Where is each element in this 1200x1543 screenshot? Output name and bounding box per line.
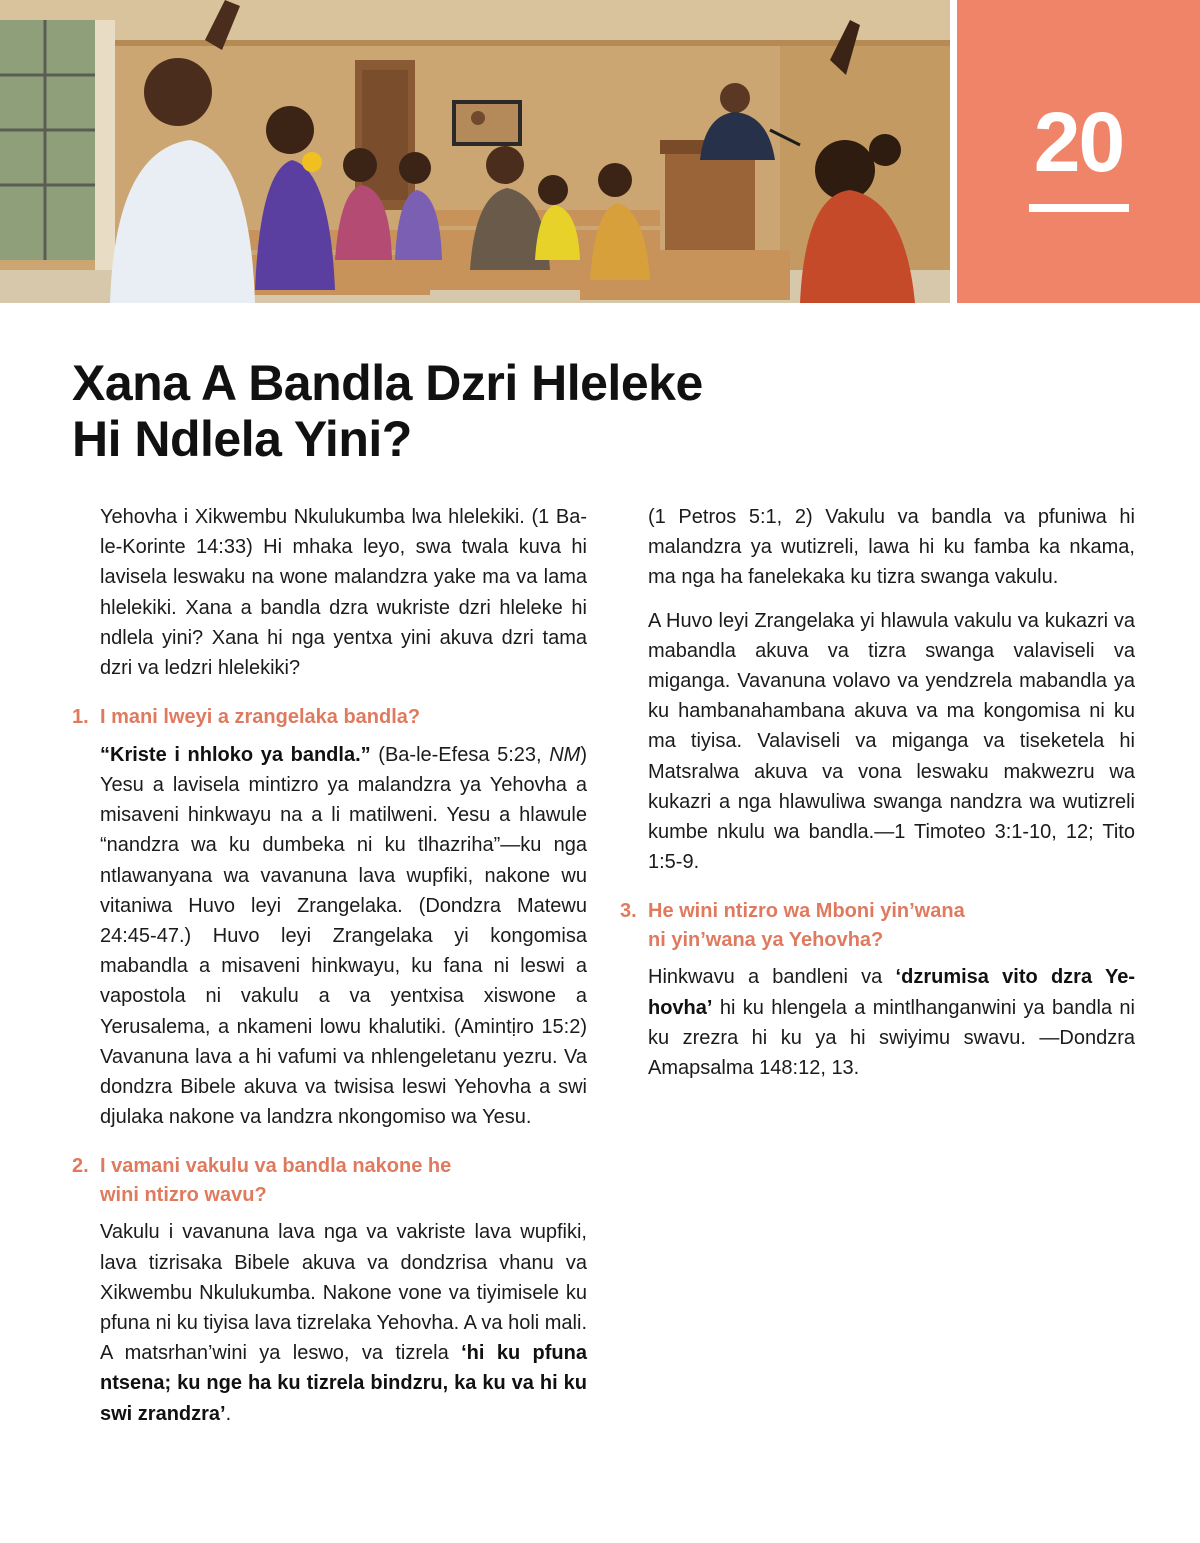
italic-ref: NM [549,743,581,766]
question-1 [72,703,587,732]
right-column [620,502,1135,1096]
question-number: 2. [72,1155,89,1178]
speaker-head [720,83,750,113]
answer-text: Vakulu i vavanuna lava nga va vakriste lava wupfiki, lava tizrisaka Bibele akuva va dondzrisa vhanu va Xikwembu Nkulukumba. Nakone vone va tiyimisele ku pfuna ni ku tiyisa lava tizrelaka Yehovha. A va holi mali. A matsrhan’wini ya leswo, va tizrela [100,1221,587,1365]
answer-2-continued: (1 Petros 5:1, 2) Vakulu va bandla va pfuniwa hi malandzra ya wutizreli, lawa hi ku famba ka nkama, ma nga ha fanelekaka ku tizra swanga vakulu. [648,506,1135,589]
title-line-1: Xana A Bandla Dzri Hleleke [72,355,703,411]
bold-quote: ‘dzrumisa vito dzra Yehovha’ [648,966,1135,1019]
answer-text: ) Yesu a lavisela mintizro ya malandzra ya Yehovha a misaveni hinkwayu na a li matilweni. Yesu a hlawule “nandzra wa ku dumbeka ni ku tlhazriha”—ku nga ntlawanyana wa vavanuna lava wupfiki, nakone wu vitaniwa Huvo leyi Zrangelaka. (Dondzra Matewu 24:45-47.) Huvo leyi Zrangelaka yi kongomisa mabandla a misaveni hinkwayu, ku fana ni leswi a vapostola ni vakulu a va yentxisa xiswone a Yerusalema, a nkameni lowu khalutiki. (Amintịro 15:2) Vavanuna lava a hi vafumi va nhlengeletanu yezru. Va dondzra Bibele akuva va twisisa leswi Yehovha a swi djulaka nakone va landzra nkongomiso wa Yesu. [100,743,587,1129]
ceiling [0,0,950,40]
question-text: wini ntizro wavu? [100,1183,267,1206]
question-text: I vamani vakulu va bandla nakone he [100,1155,452,1178]
answer-text: Hinkwavu a bandleni va [648,966,896,989]
bold-quote: ‘hi ku pfuna ntsena; ku nge ha ku tizrela bindzru, ka ku va hi ku swi zrandzra’ [100,1342,587,1425]
intro-paragraph: Yehovha i Xikwembu Nkulukumba lwa hlelekiki. (1 Ba-le-Korinte 14:33) Hi mhaka leyo, swa twala kuva hi lavisela leswaku na wone malandzra yake ma va lama hlelekiki. Xana a bandla dzra wukriste dzri hleleke hi ndlela yini? Xana hi nga yentxa yini akuva dzri tama dzri va ledzri hlelekiki? [100,506,587,680]
question-number: 1. [72,706,89,729]
chapter-underline [1029,204,1129,212]
header-photo [0,0,950,303]
left-column [72,502,587,1442]
question-3 [620,897,1135,954]
question-text: I mani lweyi a zrangelaka bandla? [100,706,421,729]
question-text: He wini ntizro wa Mboni yin’wana [648,900,965,923]
answer-3-paragraph [648,962,1135,1083]
answer-2-paragraph [100,1217,587,1428]
title-line-2: Hi Ndlela Yini? [72,411,412,467]
answer-text: (Ba-le-Efesa 5:23, [370,743,550,766]
question-number: 3. [620,900,637,923]
answer-1-paragraph [100,740,587,1133]
page-title [72,355,892,467]
answer-text: hi ku hlengela a mintlhanganwini ya bandla ni ku zrezra hi ku ya hi swiyimu swavu. —Dondzra Amapsalma 148:12, 13. [648,996,1135,1080]
window [0,20,95,260]
question-text: ni yin’wana ya Yehovha? [648,928,884,951]
bold-quote: “Kriste i nhloko ya bandla.” [100,743,371,766]
answer-text: . [225,1402,232,1425]
question-2 [72,1152,587,1209]
answer-2-second-paragraph: A Huvo leyi Zrangelaka yi hlawula vakulu va kukazri va mabandla akuva va tizra swanga valaviseli va miganga. Vavanuna volavo va yendzrela mabandla ya ku hambanahambana akuva va ma kongomisa ni ku ma tiyisa. Valaviseli va miganga va tiseketela hi Matsralwa akuva va vona leswaku makwezru wa kukazri a nga hlawuliwa swanga nandzra wa wutizreli kumbe nkulu wa bandla.—1 Timoteo 3:1-10, 12; Tito 1:5-9. [648,609,1135,874]
chapter-badge [957,0,1200,303]
chapter-number: 20 [1033,95,1124,189]
congregation-meeting-illustration [0,0,950,303]
